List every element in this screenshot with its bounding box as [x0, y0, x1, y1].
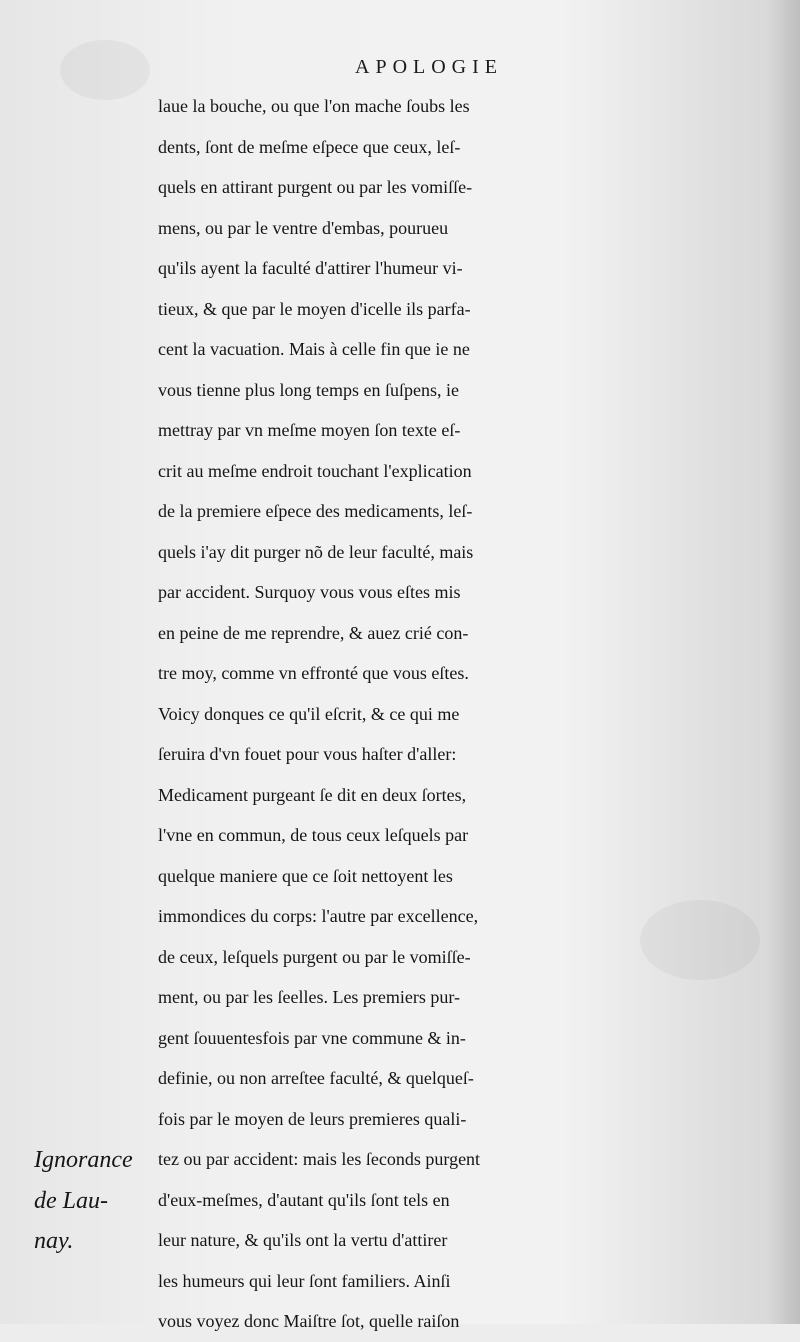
- text-line: les humeurs qui leur ſont familiers. Ainſi: [158, 1270, 451, 1291]
- text-line: par accident. Surquoy vous vous eſtes mis: [158, 582, 461, 602]
- margin-note-line: de Lau-: [34, 1187, 108, 1214]
- margin-note-line: Ignorance: [34, 1147, 133, 1173]
- text-line: definie, ou non arreſtee faculté, & quelqueſ-: [158, 1068, 474, 1088]
- text-line: cent la vacuation. Mais à celle fin que ie ne: [158, 339, 470, 359]
- text-line: en peine de me reprendre, & auez crié con-: [158, 622, 469, 643]
- text-line: quels en attirant purgent ou par les vomiſſe-: [158, 177, 473, 197]
- text-line: qu'ils ayent la faculté d'attirer l'humeur vi-: [158, 258, 463, 278]
- text-line: de ceux, leſquels purgent ou par le vomiſſe-: [158, 946, 471, 967]
- text-line: mens, ou par le ventre d'embas, pourueu: [158, 217, 449, 238]
- text-line: mettray par vn meſme moyen ſon texte eſ-: [158, 420, 461, 440]
- text-line: gent ſouuentesfois par vne commune & in-: [158, 1027, 466, 1048]
- running-head: APOLOGIE: [355, 56, 503, 78]
- text-line: vous voyez donc Maiſtre ſot, quelle raiſon: [158, 1311, 460, 1331]
- text-line: laue la bouche, ou que l'on mache ſoubs les: [158, 96, 470, 116]
- text-line: tez ou par accident: mais les ſeconds purgent: [158, 1149, 481, 1169]
- text-line: d'eux-meſmes, d'autant qu'ils ſont tels en: [158, 1189, 450, 1210]
- text-line: de la premiere eſpece des medicaments, leſ-: [158, 501, 473, 521]
- text-line: Voicy donques ce qu'il eſcrit, & ce qui me: [158, 703, 460, 724]
- paper-stain: [60, 40, 150, 100]
- text-line: quels i'ay dit purger nõ de leur faculté, mais: [158, 541, 474, 562]
- text-line: ſeruira d'vn fouet pour vous haſter d'aller:: [158, 744, 457, 764]
- text-line: crit au meſme endroit touchant l'explication: [158, 460, 472, 481]
- text-line: vous tienne plus long temps en ſuſpens, ie: [158, 379, 459, 400]
- margin-note-line: nay.: [34, 1228, 74, 1254]
- body-text: [158, 86, 768, 1342]
- text-line: tre moy, comme vn effronté que vous eſtes.: [158, 663, 469, 683]
- text-line: leur nature, & qu'ils ont la vertu d'attirer: [158, 1230, 448, 1250]
- text-line: fois par le moyen de leurs premieres quali-: [158, 1108, 467, 1129]
- text-line: ment, ou par les ſeelles. Les premiers pur-: [158, 987, 461, 1007]
- text-line: immondices du corps: l'autre par excellence,: [158, 906, 479, 926]
- text-line: tieux, & que par le moyen d'icelle ils parfa-: [158, 298, 471, 319]
- text-line: dents, ſont de meſme eſpece que ceux, leſ-: [158, 136, 461, 157]
- text-line: Medicament purgeant ſe dit en deux ſortes,: [158, 784, 467, 805]
- text-line: l'vne en commun, de tous ceux leſquels par: [158, 825, 469, 845]
- text-line: quelque maniere que ce ſoit nettoyent les: [158, 865, 453, 886]
- margin-note: [34, 1140, 160, 1262]
